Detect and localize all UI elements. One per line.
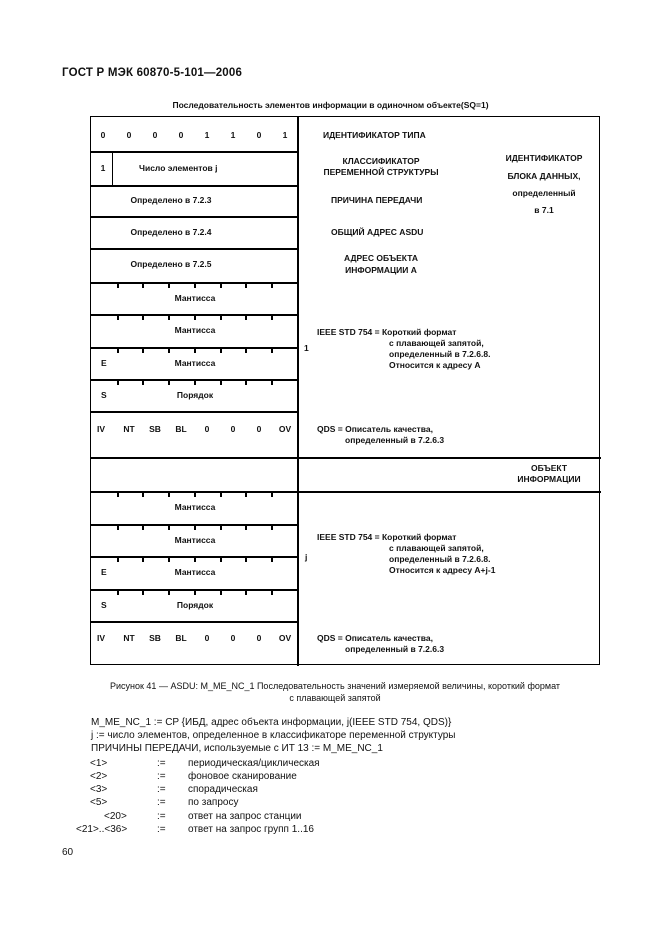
sign-bit: E (101, 567, 107, 577)
qds-desc: определенный в 7.2.6.3 (345, 435, 445, 445)
type-bit: 0 (256, 130, 262, 140)
asdu-address-label: ОБЩИЙ АДРЕС ASDU (331, 227, 424, 237)
cause-code: <21>..<36> (76, 824, 128, 835)
definition-line: ПРИЧИНЫ ПЕРЕДАЧИ, используемые с ИТ 13 := M_ME_NC_1 (91, 743, 383, 754)
row-divider (91, 411, 299, 413)
cause-op: := (157, 811, 166, 822)
ieee-desc: с плавающей запятой, (389, 543, 484, 553)
ieee-desc: IEEE STD 754 = Короткий формат (317, 532, 457, 542)
qds-bit: BL (175, 424, 187, 434)
cause-op: := (157, 771, 166, 782)
row-divider (91, 151, 299, 153)
type-bit: 1 (230, 130, 236, 140)
cause-text: фоновое сканирование (188, 771, 297, 782)
asdu-diagram (90, 116, 600, 665)
figure-caption-line: с плавающей запятой (289, 693, 381, 703)
qds-bit: 0 (230, 633, 236, 643)
dui-label: в 7.1 (534, 205, 554, 215)
qds-bit: 0 (204, 424, 210, 434)
qds-bit: IV (96, 633, 106, 643)
document-header: ГОСТ Р МЭК 60870-5-101—2006 (62, 67, 243, 79)
element-index: j (305, 552, 308, 562)
definition-line: M_ME_NC_1 := CP {ИБД, адрес объекта информации, j(IEEE STD 754, QDS)} (91, 717, 452, 728)
cause-text: ответ на запрос групп 1..16 (188, 824, 314, 835)
info-object-label: ИНФОРМАЦИИ (517, 474, 581, 484)
type-bit: 1 (282, 130, 288, 140)
cause-code: <2> (90, 771, 108, 782)
mantissa-field: Мантисса (174, 535, 216, 545)
figure-caption (70, 680, 600, 704)
cause-text: ответ на запрос станции (188, 811, 302, 822)
type-identifier-label: ИДЕНТИФИКАТОР ТИПА (323, 130, 426, 140)
cause-code: <3> (90, 784, 108, 795)
qds-bit: OV (278, 424, 292, 434)
qds-bit: 0 (230, 424, 236, 434)
mantissa-field: Мантисса (174, 567, 216, 577)
cause-op: := (157, 758, 166, 769)
type-bit: 0 (126, 130, 132, 140)
ieee-desc: IEEE STD 754 = Короткий формат (317, 327, 457, 337)
mantissa-field: Мантисса (174, 293, 216, 303)
page-number: 60 (62, 847, 74, 858)
cause-code: <5> (90, 797, 108, 808)
element-index: 1 (304, 343, 309, 353)
qds-desc: определенный в 7.2.6.3 (345, 644, 445, 654)
dui-label: БЛОКА ДАННЫХ, (507, 171, 581, 181)
qds-bit: 0 (256, 424, 262, 434)
cause-text: спорадическая (188, 784, 258, 795)
field-column-divider (297, 117, 299, 666)
cause-op: := (157, 784, 166, 795)
ioa-label: ИНФОРМАЦИИ А (345, 265, 417, 275)
s-bit: S (101, 600, 107, 610)
cause-code: <1> (90, 758, 108, 769)
qds-bit: NT (123, 424, 135, 434)
type-bit: 0 (152, 130, 158, 140)
ioa-text: Определено в 7.2.5 (130, 259, 212, 269)
exponent-field: Порядок (176, 390, 214, 400)
ieee-desc: определенный в 7.2.6.8. (389, 349, 491, 359)
dui-label: ИДЕНТИФИКАТОР (505, 153, 583, 163)
sign-bit: E (101, 358, 107, 368)
row-divider (91, 248, 299, 250)
mantissa-field: Мантисса (174, 325, 216, 335)
cot-label: ПРИЧИНА ПЕРЕДАЧИ (331, 195, 423, 205)
vsq-bit-divider (112, 151, 113, 185)
type-bit: 0 (178, 130, 184, 140)
qds-bit: SB (149, 633, 161, 643)
row-divider (91, 621, 299, 623)
s-bit: S (101, 390, 107, 400)
qds-bit: SB (149, 424, 161, 434)
cot-text: Определено в 7.2.3 (130, 195, 212, 205)
ieee-desc: определенный в 7.2.6.8. (389, 554, 491, 564)
asdu-address-text: Определено в 7.2.4 (130, 227, 212, 237)
row-divider (91, 185, 299, 187)
cause-op: := (157, 824, 166, 835)
vsq-label: ПЕРЕМЕННОЙ СТРУКТУРЫ (323, 167, 439, 177)
figure-caption-line: Рисунок 41 — ASDU: M_ME_NC_1 Последовательность значений измеряемой величины, короткий формат (109, 681, 560, 691)
qds-bit: OV (278, 633, 292, 643)
section-divider (91, 457, 601, 459)
definition-line: j := число элементов, определенное в классификаторе переменной структуры (91, 730, 456, 741)
mantissa-field: Мантисса (174, 358, 216, 368)
exponent-field: Порядок (176, 600, 214, 610)
cause-op: := (157, 797, 166, 808)
vsq-count-text: Число элементов j (139, 163, 218, 173)
qds-bit: IV (96, 424, 106, 434)
ioa-label: АДРЕС ОБЪЕКТА (343, 253, 419, 263)
vsq-label: КЛАССИФИКАТОР (342, 156, 420, 166)
type-bit: 0 (100, 130, 106, 140)
qds-desc: QDS = Описатель качества, (317, 633, 433, 643)
ieee-desc: Относится к адресу А (389, 360, 481, 370)
diagram-caption: Последовательность элементов информации в одиночном объекте(SQ=1) (172, 100, 489, 110)
qds-bit: NT (123, 633, 135, 643)
qds-bit: BL (175, 633, 187, 643)
qds-bit: 0 (256, 633, 262, 643)
row-divider (91, 216, 299, 218)
qds-bit: 0 (204, 633, 210, 643)
mantissa-field: Мантисса (174, 502, 216, 512)
ieee-desc: с плавающей запятой, (389, 338, 484, 348)
dui-label: определенный (512, 188, 576, 198)
cause-text: периодическая/циклическая (188, 758, 320, 769)
cause-text: по запросу (188, 797, 239, 808)
type-bit: 1 (204, 130, 210, 140)
info-object-label: ОБЪЕКТ (530, 463, 568, 473)
vsq-sq-bit: 1 (100, 163, 106, 173)
qds-desc: QDS = Описатель качества, (317, 424, 433, 434)
cause-code: <20> (104, 811, 127, 822)
ieee-desc: Относится к адресу А+j-1 (389, 565, 496, 575)
